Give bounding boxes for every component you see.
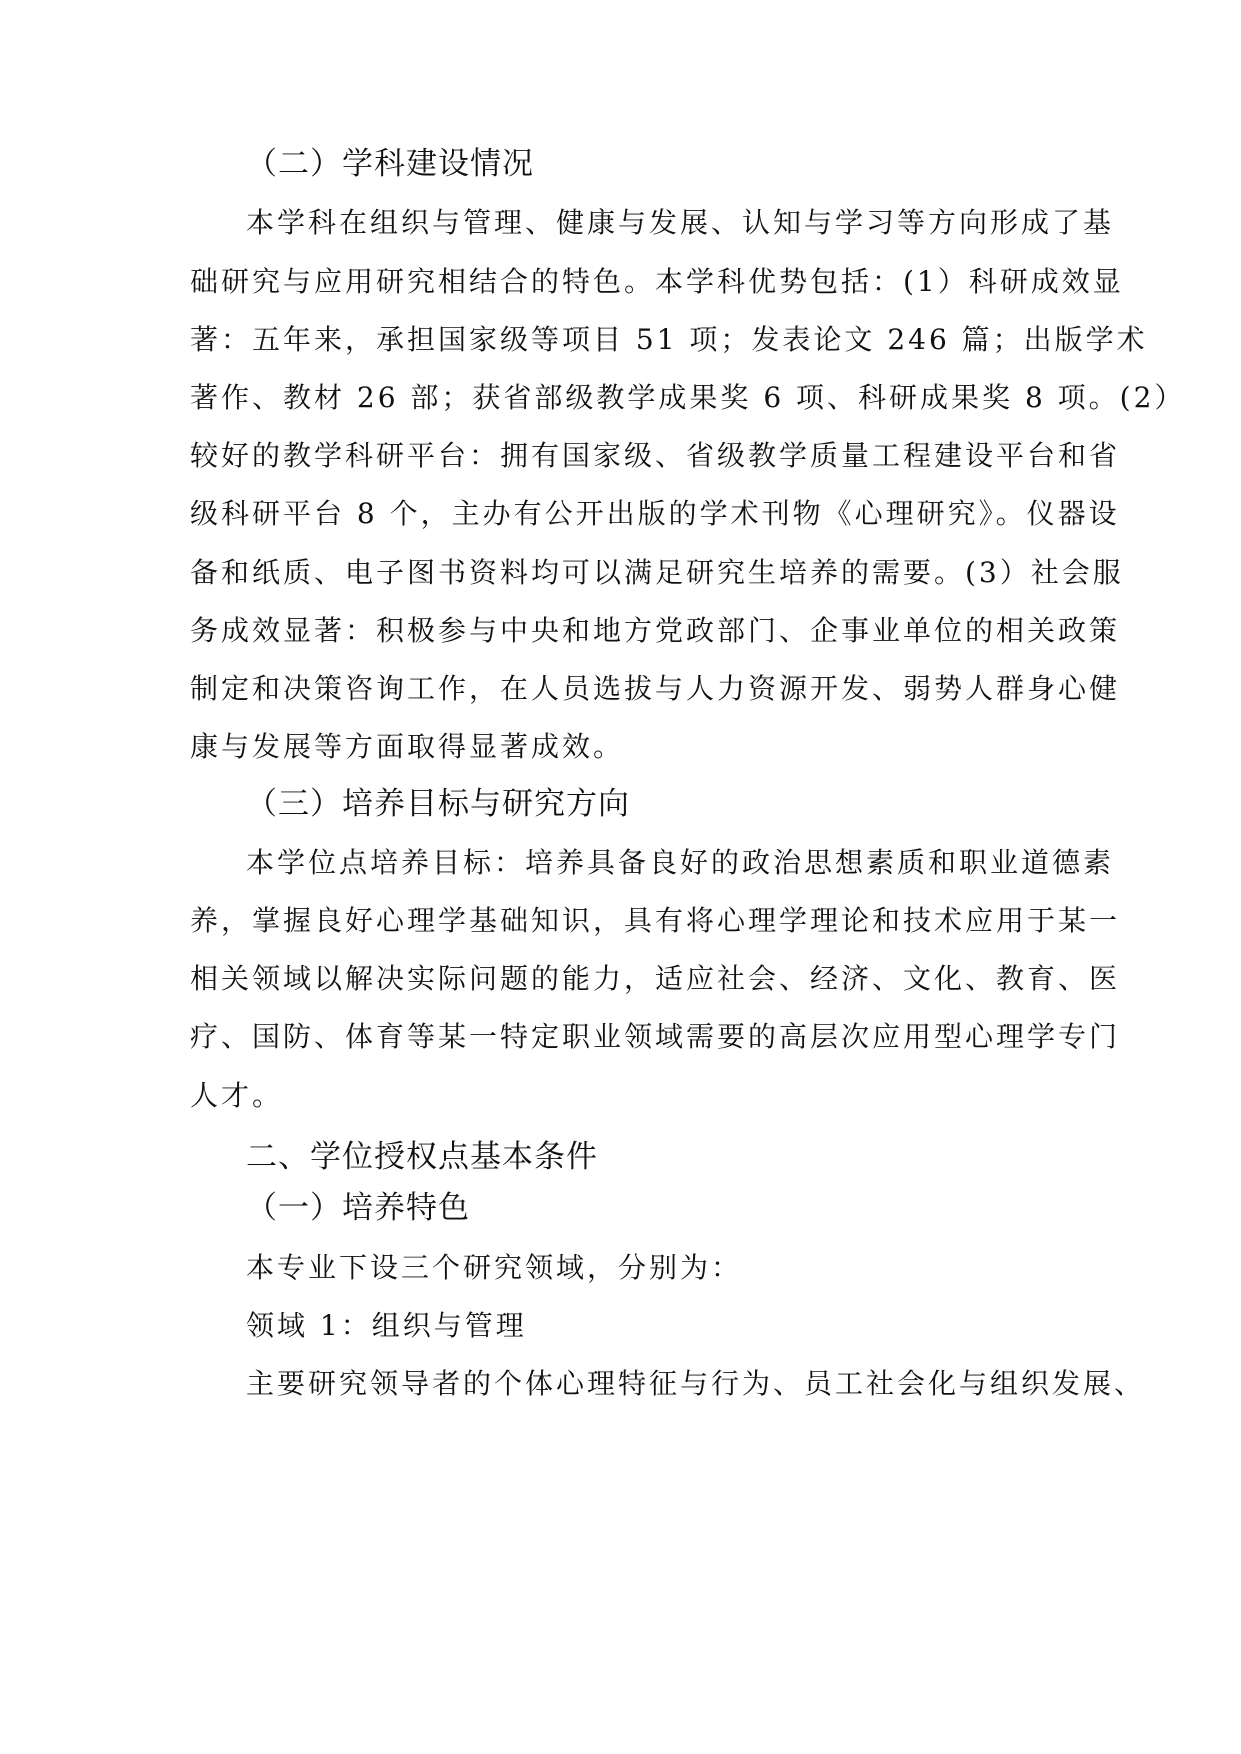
paragraph-line: 领域 1：组织与管理 (246, 1309, 527, 1342)
paragraph-line: 疗、国防、体育等某一特定职业领域需要的高层次应用型心理学专门 (190, 1020, 1121, 1053)
paragraph-line: 本专业下设三个研究领域，分别为： (246, 1251, 743, 1284)
paragraph-line: 著作、教材 26 部；获省部级教学成果奖 6 项、科研成果奖 8 项。(2） (190, 381, 1186, 414)
paragraph-line: 相关领域以解决实际问题的能力，适应社会、经济、文化、教育、医 (190, 962, 1121, 995)
paragraph-line: 备和纸质、电子图书资料均可以满足研究生培养的需要。(3）社会服 (190, 556, 1124, 589)
chapter-heading-basic-conditions: 二、学位授权点基本条件 (246, 1139, 598, 1175)
paragraph-line: 本学科在组织与管理、健康与发展、认知与学习等方向形成了基 (246, 206, 1115, 239)
paragraph-line: 较好的教学科研平台：拥有国家级、省级教学质量工程建设平台和省 (190, 439, 1121, 472)
section-heading-training-features: （一）培养特色 (246, 1190, 470, 1226)
paragraph-line: 养，掌握良好心理学基础知识，具有将心理学理论和技术应用于某一 (190, 904, 1121, 937)
paragraph-line: 制定和决策咨询工作，在人员选拔与人力资源开发、弱势人群身心健 (190, 672, 1121, 705)
paragraph-line: 人才。 (190, 1079, 284, 1112)
section-heading-discipline-construction: （二）学科建设情况 (246, 146, 534, 182)
paragraph-line: 著：五年来，承担国家级等项目 51 项；发表论文 246 篇；出版学术 (190, 323, 1148, 356)
paragraph-line: 本学位点培养目标：培养具备良好的政治思想素质和职业道德素 (246, 846, 1115, 879)
section-heading-training-goals: （三）培养目标与研究方向 (246, 786, 630, 822)
paragraph-line: 主要研究领导者的个体心理特征与行为、员工社会化与组织发展、 (246, 1367, 1146, 1400)
paragraph-line: 级科研平台 8 个，主办有公开出版的学术刊物《心理研究》。仪器设 (190, 497, 1120, 530)
paragraph-line: 础研究与应用研究相结合的特色。本学科优势包括：(1）科研成效显 (190, 265, 1124, 298)
paragraph-line: 康与发展等方面取得显著成效。 (190, 730, 625, 763)
paragraph-line: 务成效显著：积极参与中央和地方党政部门、企事业单位的相关政策 (190, 614, 1121, 647)
